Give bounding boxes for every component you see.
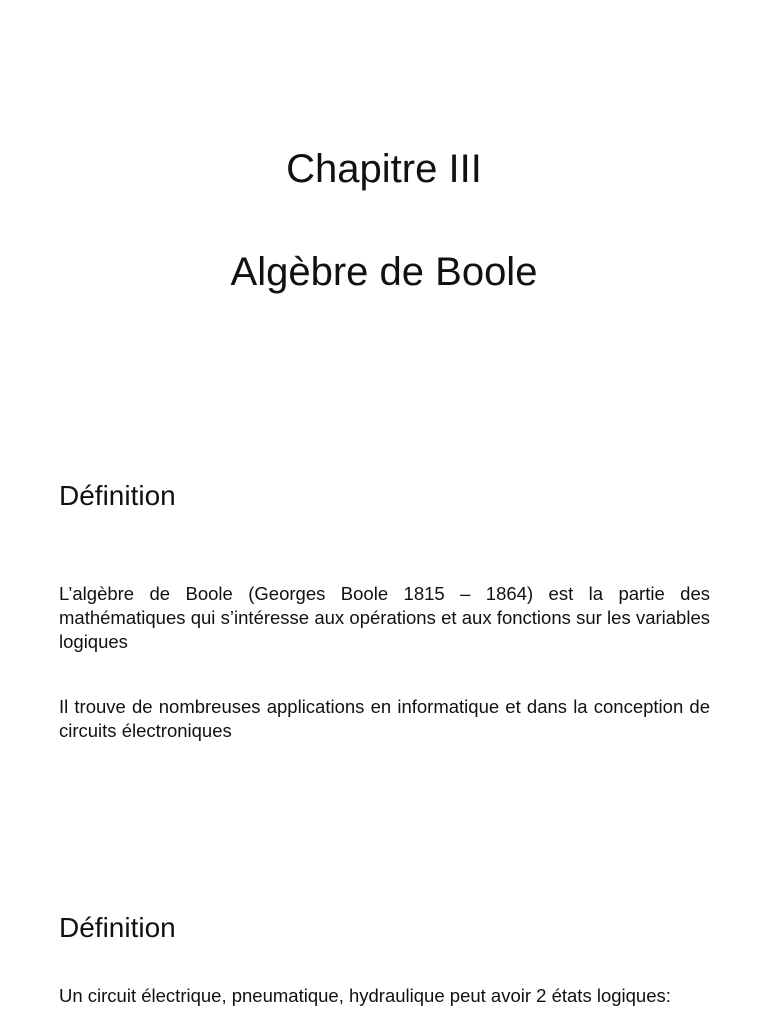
definition-heading: Définition	[59, 480, 176, 511]
chapter-title: Chapitre III	[286, 147, 482, 191]
definition-heading-2: Définition	[59, 912, 176, 943]
chapter-subtitle: Algèbre de Boole	[230, 250, 538, 294]
applications-paragraph: Il trouve de nombreuses applications en informatique et dans la conception de circuits électroniques	[59, 696, 710, 741]
definition-paragraph: L’algèbre de Boole (Georges Boole 1815 – 1864) est la partie des mathématiques qui s’intéresse aux opérations et aux fonctions sur les variables logiques	[59, 583, 710, 652]
circuit-states-paragraph: Un circuit électrique, pneumatique, hydraulique peut avoir 2 états logiques:	[59, 985, 671, 1006]
